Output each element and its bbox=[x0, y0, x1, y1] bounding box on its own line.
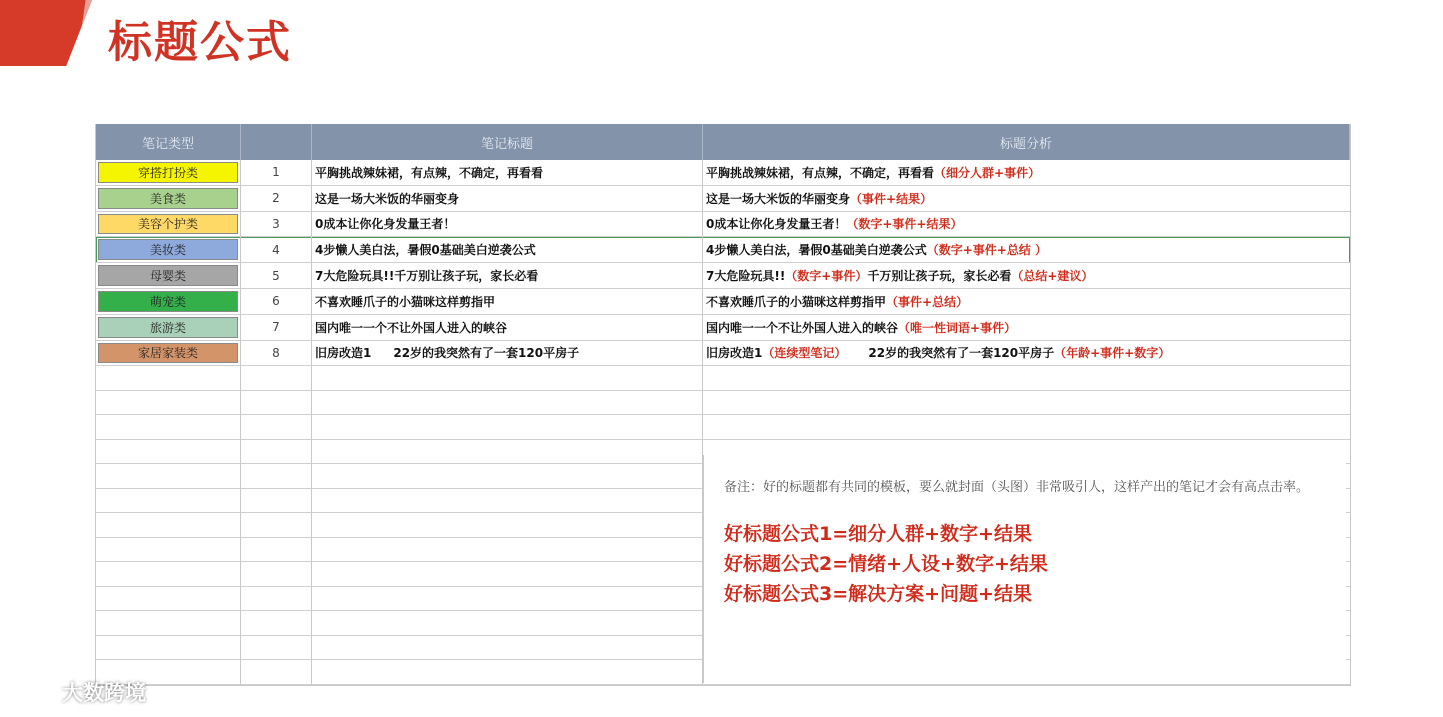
category-badge: 萌宠类 bbox=[98, 291, 238, 312]
analysis-text: 7大危险玩具!! bbox=[706, 269, 786, 284]
note-title-cell bbox=[312, 464, 703, 489]
empty-row bbox=[96, 366, 1350, 391]
analysis-text: 0成本让你化身发量王者！ bbox=[706, 217, 847, 232]
title-analysis-cell bbox=[703, 237, 1350, 263]
title-part: 22岁的我突然有了一套120平房子 bbox=[393, 346, 580, 361]
empty-row bbox=[96, 391, 1350, 416]
note-title-cell: 4步懒人美白法，暑假0基础美白逆袭公式 bbox=[312, 237, 703, 263]
note-type-cell bbox=[96, 489, 241, 514]
table-row bbox=[96, 341, 1350, 367]
note-title-cell bbox=[312, 538, 703, 563]
note-type-cell bbox=[96, 587, 241, 612]
analysis-text: 这是一场大米饭的华丽变身 bbox=[706, 191, 851, 206]
title-analysis-cell bbox=[703, 263, 1350, 289]
note-type-cell bbox=[96, 212, 241, 238]
note-title-cell bbox=[312, 611, 703, 636]
note-title-cell bbox=[312, 513, 703, 538]
analysis-text: 旧房改造1 bbox=[706, 346, 763, 361]
note-type-cell bbox=[96, 366, 241, 391]
row-number-cell bbox=[241, 611, 312, 636]
note-title-cell bbox=[312, 440, 703, 465]
row-number-cell bbox=[241, 415, 312, 440]
title-analysis-cell bbox=[703, 212, 1350, 238]
watermark bbox=[10, 672, 146, 712]
row-number-cell bbox=[241, 513, 312, 538]
title-analysis-cell bbox=[703, 391, 1350, 416]
note-type-cell bbox=[96, 562, 241, 587]
analysis-tag: （连续型笔记） bbox=[762, 346, 847, 361]
note-type-cell bbox=[96, 611, 241, 636]
note-type-cell bbox=[96, 237, 241, 263]
analysis-tag: （唯一性词语+事件） bbox=[898, 320, 1017, 335]
note-title-cell bbox=[312, 660, 703, 685]
table-row bbox=[96, 160, 1350, 186]
row-number-cell: 5 bbox=[241, 263, 312, 289]
note-title-cell bbox=[312, 562, 703, 587]
row-number-cell bbox=[241, 391, 312, 416]
note-type-cell bbox=[96, 263, 241, 289]
header-note-type: 笔记类型 bbox=[96, 124, 241, 160]
note-title-cell: 平胸挑战辣妹裙，有点辣，不确定，再看看 bbox=[312, 160, 703, 186]
title-analysis-cell bbox=[703, 160, 1350, 186]
analysis-tag: （细分人群+事件） bbox=[934, 165, 1041, 180]
table-row bbox=[96, 289, 1350, 315]
note-type-cell bbox=[96, 289, 241, 315]
analysis-tag: （事件+总结） bbox=[886, 294, 969, 309]
title-analysis-cell bbox=[703, 341, 1350, 367]
analysis-tag: （年龄+事件+数字） bbox=[1054, 346, 1171, 361]
analysis-tag: （数字+事件+总结 ） bbox=[926, 243, 1047, 258]
analysis-text: 千万别让孩子玩，家长必看 bbox=[867, 269, 1012, 284]
analysis-tag: （总结+建议） bbox=[1011, 269, 1094, 284]
row-number-cell bbox=[241, 636, 312, 661]
table-row bbox=[96, 212, 1350, 238]
category-badge: 母婴类 bbox=[98, 265, 238, 286]
note-title-cell: 不喜欢睡爪子的小猫咪这样剪指甲 bbox=[312, 289, 703, 315]
table-row bbox=[96, 237, 1350, 263]
empty-row bbox=[96, 415, 1350, 440]
analysis-tag: （事件+结果） bbox=[850, 191, 933, 206]
header-number bbox=[241, 124, 312, 160]
title-analysis-cell bbox=[703, 415, 1350, 440]
title-analysis-cell bbox=[703, 366, 1350, 391]
row-number-cell: 6 bbox=[241, 289, 312, 315]
note-type-cell bbox=[96, 391, 241, 416]
category-badge: 家居家装类 bbox=[98, 343, 238, 364]
row-number-cell: 4 bbox=[241, 237, 312, 263]
note-type-cell bbox=[96, 636, 241, 661]
row-number-cell bbox=[241, 464, 312, 489]
note-title-cell bbox=[312, 489, 703, 514]
header-note-title: 笔记标题 bbox=[312, 124, 703, 160]
note-type-cell bbox=[96, 160, 241, 186]
row-number-cell bbox=[241, 440, 312, 465]
chat-bubble-logo-icon bbox=[10, 677, 56, 707]
note-title-cell bbox=[312, 341, 703, 367]
note-type-cell bbox=[96, 315, 241, 341]
analysis-tag: （数字+事件+结果） bbox=[846, 217, 963, 232]
row-number-cell: 7 bbox=[241, 315, 312, 341]
title-analysis-cell bbox=[703, 186, 1350, 212]
category-badge: 美食类 bbox=[98, 188, 238, 209]
table-row bbox=[96, 315, 1350, 341]
row-number-cell bbox=[241, 538, 312, 563]
note-box bbox=[703, 455, 1346, 683]
formula-3: 好标题公式3=解决方案+问题+结果 bbox=[724, 583, 1032, 605]
category-badge: 旅游类 bbox=[98, 317, 238, 338]
formula-2: 好标题公式2=情绪+人设+数字+结果 bbox=[724, 553, 1048, 575]
row-number-cell bbox=[241, 660, 312, 685]
category-badge: 美容个护类 bbox=[98, 214, 238, 235]
row-number-cell: 8 bbox=[241, 341, 312, 367]
note-title-cell: 7大危险玩具!!千万别让孩子玩，家长必看 bbox=[312, 263, 703, 289]
title-analysis-cell bbox=[703, 289, 1350, 315]
row-number-cell: 1 bbox=[241, 160, 312, 186]
title-analysis-cell bbox=[703, 315, 1350, 341]
table-row bbox=[96, 263, 1350, 289]
analysis-tag: （数字+事件） bbox=[785, 269, 868, 284]
row-number-cell bbox=[241, 366, 312, 391]
note-title-cell: 0成本让你化身发量王者！ bbox=[312, 212, 703, 238]
analysis-text: 22岁的我突然有了一套120平房子 bbox=[868, 346, 1055, 361]
table-row bbox=[96, 186, 1350, 212]
note-title-cell bbox=[312, 587, 703, 612]
note-type-cell bbox=[96, 186, 241, 212]
note-type-cell bbox=[96, 440, 241, 465]
analysis-text: 4步懒人美白法，暑假0基础美白逆袭公式 bbox=[706, 243, 927, 258]
row-number-cell bbox=[241, 489, 312, 514]
note-type-cell bbox=[96, 538, 241, 563]
analysis-text: 国内唯一一个不让外国人进入的峡谷 bbox=[706, 320, 899, 335]
note-type-cell bbox=[96, 341, 241, 367]
watermark-text: 大数跨境 bbox=[62, 681, 146, 705]
note-title-cell bbox=[312, 366, 703, 391]
note-type-cell bbox=[96, 415, 241, 440]
note-type-cell bbox=[96, 464, 241, 489]
note-title-cell: 这是一场大米饭的华丽变身 bbox=[312, 186, 703, 212]
header-title-analysis: 标题分析 bbox=[703, 124, 1350, 160]
accent-bar bbox=[0, 0, 92, 66]
formula-list bbox=[724, 519, 1346, 609]
row-number-cell: 3 bbox=[241, 212, 312, 238]
analysis-text: 平胸挑战辣妹裙，有点辣，不确定，再看看 bbox=[706, 165, 935, 180]
category-badge: 美妆类 bbox=[98, 239, 238, 260]
row-number-cell bbox=[241, 587, 312, 612]
note-type-cell bbox=[96, 513, 241, 538]
note-title-cell bbox=[312, 391, 703, 416]
note-title-cell bbox=[312, 636, 703, 661]
title-part: 旧房改造1 bbox=[315, 346, 372, 361]
formula-1: 好标题公式1=细分人群+数字+结果 bbox=[724, 523, 1032, 545]
row-number-cell: 2 bbox=[241, 186, 312, 212]
analysis-text: 不喜欢睡爪子的小猫咪这样剪指甲 bbox=[706, 294, 887, 309]
note-text: 备注：好的标题都有共同的模板，要么就封面（头图）非常吸引人，这样产出的笔记才会有高点击率。 bbox=[724, 480, 1310, 495]
page-title: 标题公式 bbox=[108, 17, 292, 68]
category-badge: 穿搭打扮类 bbox=[98, 162, 238, 183]
note-title-cell: 国内唯一一个不让外国人进入的峡谷 bbox=[312, 315, 703, 341]
row-number-cell bbox=[241, 562, 312, 587]
note-title-cell bbox=[312, 415, 703, 440]
table-header-row bbox=[96, 124, 1350, 160]
